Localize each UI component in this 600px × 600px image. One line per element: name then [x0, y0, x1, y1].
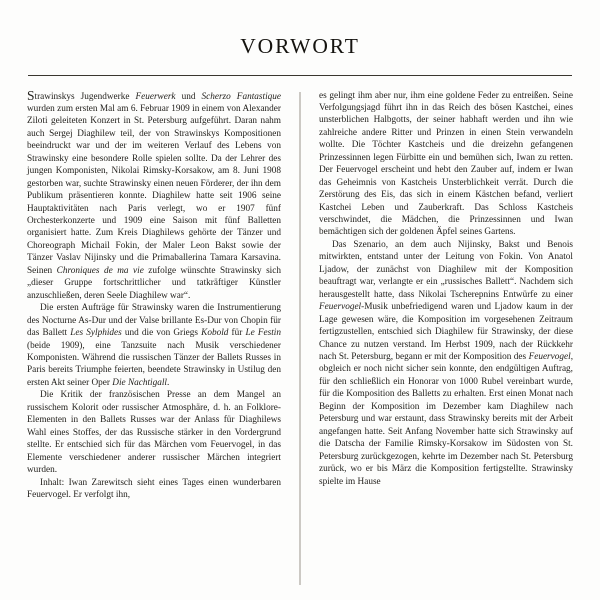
italic-title: Feuerwerk: [135, 91, 176, 102]
body-text: Die ersten Aufträge für Strawinsky waren die Instrumentierung des Nocturne As-Dur und der Valse brillante Es-Dur von Chopin für das Ballett: [27, 303, 281, 339]
body-text: es gelingt ihm aber nur, ihm eine goldene Feder zu entreißen. Seine Verfolgungsjagd führt ihn in das Reich des bösen Kastchei, eines unsterblichen Halbgotts, der seiner habhaft werden und ihn wie zahlreiche andere Ritter und Prinzen in einen Stein verwandeln wollte. Die Töchter Kastcheis und die dreizehn gefangenen Prinzessinnen legen Fürbitte ein und bemühen sich, Iwan zu retten. Der Feuervogel erscheint und hebt den Zauber auf, indem er Iwan das Geheimnis von Kastcheis Unsterblichkeit verrät. Durch die Zerstörung des Eis, das sich in einem Kästchen befand, verliert Kastchei Leben und Zauberkraft. Das Schloss Kastcheis verschwindet, die Mädchen, die Prinzessinnen und Iwan bemächtigen sich der goldenen Äpfel seines Gartens.: [319, 90, 573, 238]
body-text: .: [167, 377, 170, 388]
italic-title: Chroniques de ma vie: [56, 265, 144, 276]
paragraph: [27, 87, 281, 303]
drop-cap-initial: S: [27, 87, 35, 103]
italic-title: Feuervogel: [528, 352, 571, 363]
italic-title: Feuervogel-: [319, 302, 365, 313]
body-text: trawinskys Jugendwerke: [34, 91, 136, 102]
paragraph: [27, 477, 281, 502]
body-text: Inhalt: Iwan Zarewitsch sieht eines Tages einen wunderbaren Feuervogel. Er verfolgt ihn,: [27, 477, 281, 500]
paragraph: [27, 389, 281, 476]
text-column-left: [27, 87, 281, 502]
body-text: Musik unbefriedigend waren und Ljadow kaum in der Lage gewesen wäre, die Komposition im vorgesehenen Zeitraum fertigzustellen, entschied sich Diaghilew für Strawinsky, der diese Chance zu nutzen verstand. Im Herbst 1909, nach der Rückkehr nach St. Petersburg, begann er mit der Komposition des: [319, 302, 573, 363]
column-divider-rule: [300, 92, 301, 585]
body-text: (beide 1909), eine Tanzsuite nach Musik verschiedener Komponisten. Während die russischen Tänzer der Ballets Russes in Paris bereits Triumphe feierten, beendete Strawinsky in Ustilug den ersten Akt seiner Oper: [27, 340, 281, 388]
page-title: VORWORT: [240, 34, 360, 58]
paragraph: [319, 90, 573, 239]
italic-title: Le Festin: [245, 328, 281, 339]
body-text: wurden zum ersten Mal am 6. Februar 1909 in einem von Alexander Ziloti geleiteten Konzert in St. Petersburg aufgeführt. Daran nahm auch Sergej Diaghilew teil, der von Strawinskys Kompositionen beeindruckt war und der im weiteren Verlauf des Lebens von Strawinsky eine besondere Rolle spielen sollte. Da der Lehrer des jungen Komponisten, Nikolai Rimsky-Korsakow, am 8. Juni 1908 gestorben war, suchte Strawinsky einen neuen Förderer, der ihn dem Publikum präsentieren konnte. Diaghilew hatte seit 1906 seine Hauptaktivitäten nach Paris verlegt, wo er 1907 fünf Orchesterkonzerte und 1909 eine Saison mit fünf Balletten organisiert hatte. Zum Kreis Diaghilews gehörte der Tänzer und Choreograph Michail Fokin, der Maler Leon Bakst sowie der Tänzer Vaslav Nijinsky und die Primaballerina Tamara Karsavina. Seinen: [27, 103, 281, 276]
text-column-right: [319, 90, 573, 489]
italic-title: Kobold: [201, 328, 229, 339]
two-column-body: [27, 87, 573, 502]
body-text: für: [228, 328, 246, 339]
body-text: und: [175, 91, 202, 102]
body-text: und die von Griegs: [121, 328, 202, 339]
italic-title: Les Sylphides: [70, 328, 122, 339]
body-text: zufolge wünschte Strawinsky sich „dieser Gruppe fortschrittlicher und tatkräftiger Künstler anzuschließen, deren Seele Diaghilew war“.: [27, 265, 281, 301]
italic-title: Die Nachtigall: [112, 377, 168, 388]
body-text: Die Kritik der französischen Presse an dem Mangel an russischem Kolorit oder russischer Atmosphäre, d. h. an Folklore-Elementen in den Ballets Russes war der Anlass für Diaghilews Wahl eines Stoffes, der das Russische stärker in den Vordergrund stellte. Er entschied sich für das Märchen vom Feuervogel, in das Elemente verschiedener anderer russischer Märchen integriert wurden.: [27, 390, 281, 476]
body-text: Das Szenario, an dem auch Nijinsky, Bakst und Benois mitwirkten, entstand unter der Leitung von Fokin. Von Anatol Ljadow, der zunächst von Diaghilew mit der Komposition beauftragt war, verlangte er ein „russisches Ballett“. Nachdem sich herausgestellt hatte, dass Nikolai Tscherepnins Entwürfe zu einer: [319, 239, 573, 300]
italic-title: Scherzo Fantastique: [201, 91, 281, 102]
paragraph: [319, 239, 573, 488]
title-divider-rule: [28, 75, 572, 76]
paragraph: [27, 302, 281, 389]
body-text: , obgleich er noch nicht sicher sein konnte, den endgültigen Auftrag, für den schließlich ein Honorar von 1000 Rubel vereinbart wurde, für die Komposition des Balletts zu erhalten. Erst einen Monat nach Beginn der Komposition im Dezember kam Diaghilew nach Petersburg und war erstaunt, dass Strawinsky bereits mit der Arbeit angefangen hatte. Seit Anfang November hatte sich Strawinsky auf die Datscha der Familie Rimsky-Korsakow im Südosten von St. Petersburg zurückgezogen, kehrte im Dezember nach St. Petersburg zurück, wo er bis März die Komposition fertigstellte. Strawinsky spielte im Hause: [319, 352, 573, 487]
